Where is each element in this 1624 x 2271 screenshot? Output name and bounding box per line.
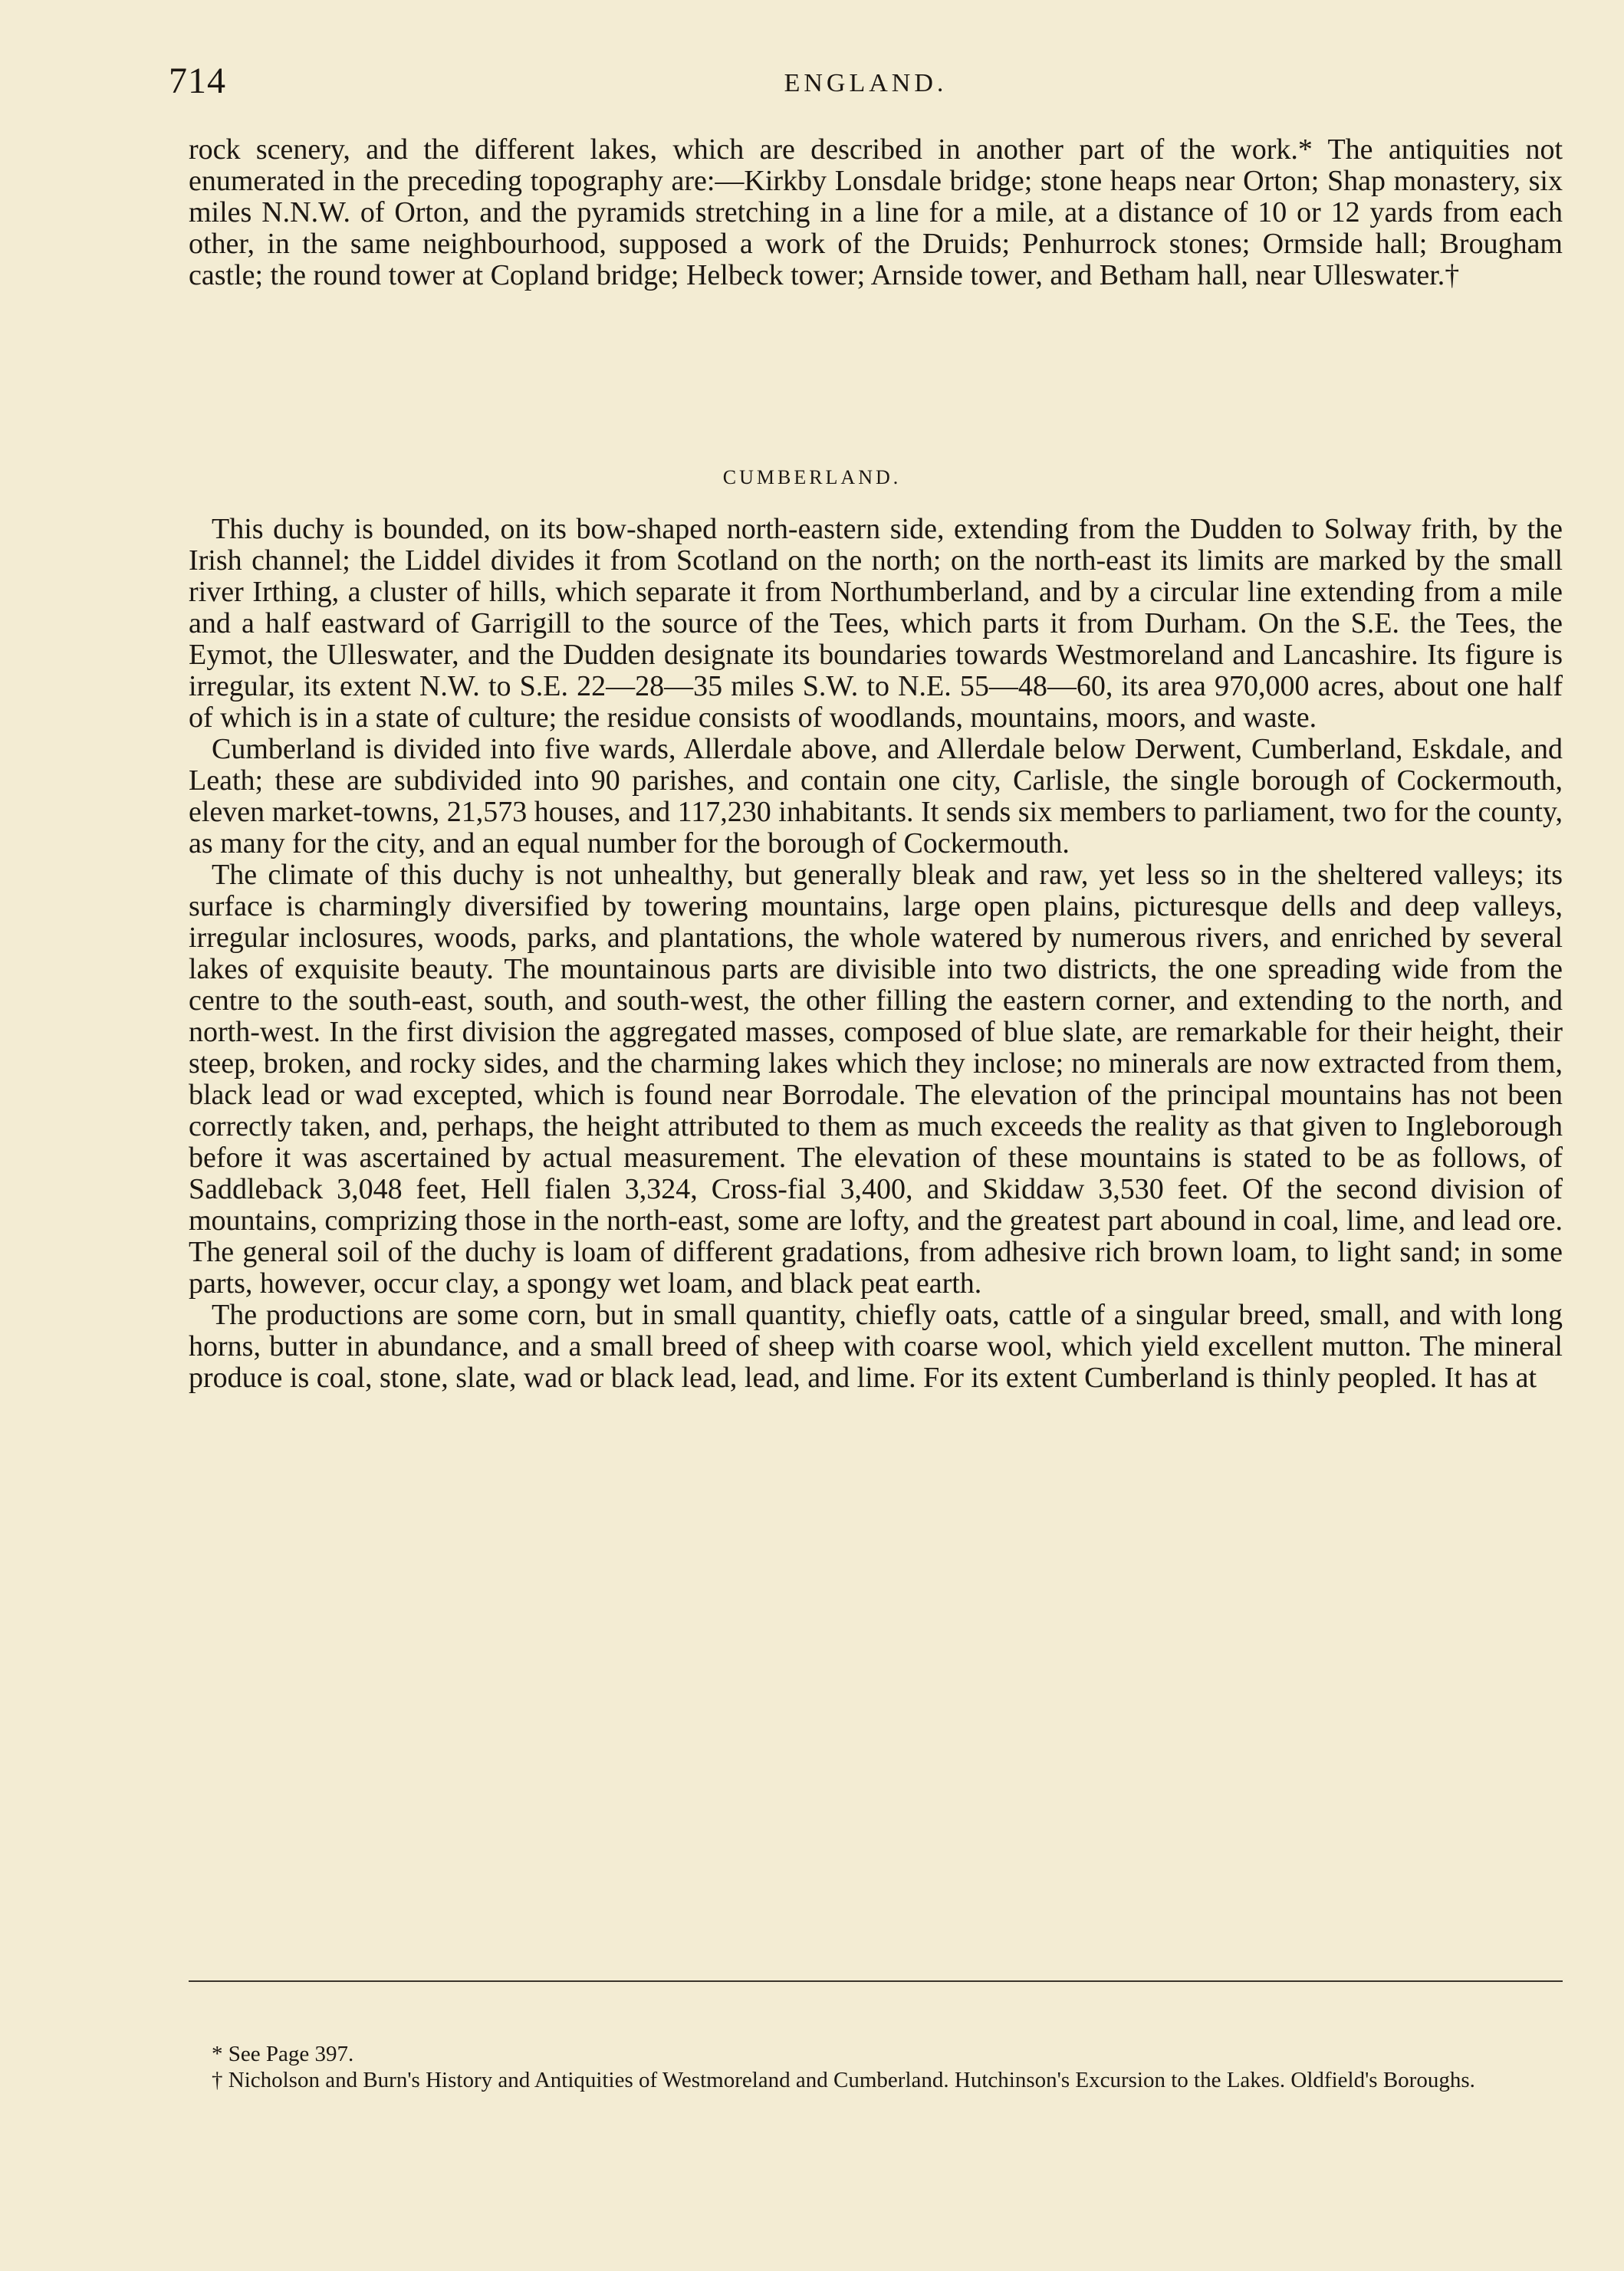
footnote-2: † Nicholson and Burn's History and Antiquities of Westmoreland and Cumberland. Hutchinson's Excursion to the Lakes. Oldfield's Boroughs. [212, 2068, 1475, 2092]
intro-text [189, 134, 1563, 291]
page-number: 714 [169, 61, 226, 101]
paragraph-divisions: Cumberland is divided into five wards, Allerdale above, and Allerdale below Derwent, Cumberland, Eskdale, and Leath; these are subdivided into 90 parishes, and contain one city, Carlisle, the single borough of Cockermouth, eleven market-towns, 21,573 houses, and 117,230 inhabitants. It sends six members to parliament, two for the county, as many for the city, and an equal number for the borough of Cockermouth. [189, 733, 1563, 859]
footnote-rule [189, 1980, 1563, 1982]
running-head: ENGLAND. [784, 69, 948, 97]
paragraph-boundaries: This duchy is bounded, on its bow-shaped north-eastern side, extending from the Dudden to Solway frith, by the Irish channel; the Liddel divides it from Scotland on the north; on the north-east its limits are marked by the small river Irthing, a cluster of hills, which separate it from Northumberland, and by a circular line extending from a mile and a half eastward of Garrigill to the source of the Tees, which parts it from Durham. On the S.E. the Tees, the Eymot, the Ulleswater, and the Dudden designate its boundaries towards Westmoreland and Lancashire. Its figure is irregular, its extent N.W. to S.E. 22—28—35 miles S.W. to N.E. 55—48—60, its area 970,000 acres, about one half of which is in a state of culture; the residue consists of woodlands, mountains, moors, and waste. [189, 513, 1563, 734]
footnote-1: * See Page 397. [212, 2042, 354, 2066]
section-body [189, 514, 1563, 1394]
section-heading: CUMBERLAND. [722, 466, 902, 488]
footnotes [189, 2041, 1563, 2093]
page-header [169, 60, 1563, 113]
intro-paragraph: rock scenery, and the different lakes, which are described in another part of the work.* The antiquities not enumerated in the preceding topography are:—Kirkby Lonsdale bridge; stone heaps near Orton; Shap monastery, six miles N.N.W. of Orton, and the pyramids stretching in a line for a mile, at a distance of 10 or 12 yards from each other, in the same neighbourhood, supposed a work of the Druids; Penhurrock stones; Ormside hall; Brougham castle; the round tower at Copland bridge; Helbeck tower; Arnside tower, and Betham hall, near Ulleswater.† [189, 133, 1563, 291]
paragraph-climate: The climate of this duchy is not unhealthy, but generally bleak and raw, yet less so in the sheltered valleys; its surface is charmingly diversified by towering mountains, large open plains, picturesque dells and deep valleys, irregular inclosures, woods, parks, and plantations, the whole watered by numerous rivers, and enriched by several lakes of exquisite beauty. The mountainous parts are divisible into two districts, the one spreading wide from the centre to the south-east, south, and south-west, the other filling the eastern corner, and extending to the north, and north-west. In the first division the aggregated masses, composed of blue slate, are remarkable for their height, their steep, broken, and rocky sides, and the charming lakes which they inclose; no minerals are now extracted from them, black lead or wad excepted, which is found near Borrodale. The elevation of the principal mountains has not been correctly taken, and, perhaps, the height attributed to them as much exceeds the reality as that given to Ingleborough before it was ascertained by actual measurement. The elevation of these mountains is stated to be as follows, of Saddleback 3,048 feet, Hell fialen 3,324, Cross-fial 3,400, and Skiddaw 3,530 feet. Of the second division of mountains, comprizing those in the north-east, some are lofty, and the greatest part abound in coal, lime, and lead ore. The general soil of the duchy is loam of different gradations, from adhesive rich brown loam, to light sand; in some parts, however, occur clay, a spongy wet loam, and black peat earth. [189, 859, 1563, 1300]
paragraph-productions: The productions are some corn, but in small quantity, chiefly oats, cattle of a singular breed, small, and with long horns, butter in abundance, and a small breed of sheep with coarse wool, which yield excellent mutton. The mineral produce is coal, stone, slate, wad or black lead, lead, and lime. For its extent Cumberland is thinly peopled. It has at [189, 1299, 1563, 1394]
